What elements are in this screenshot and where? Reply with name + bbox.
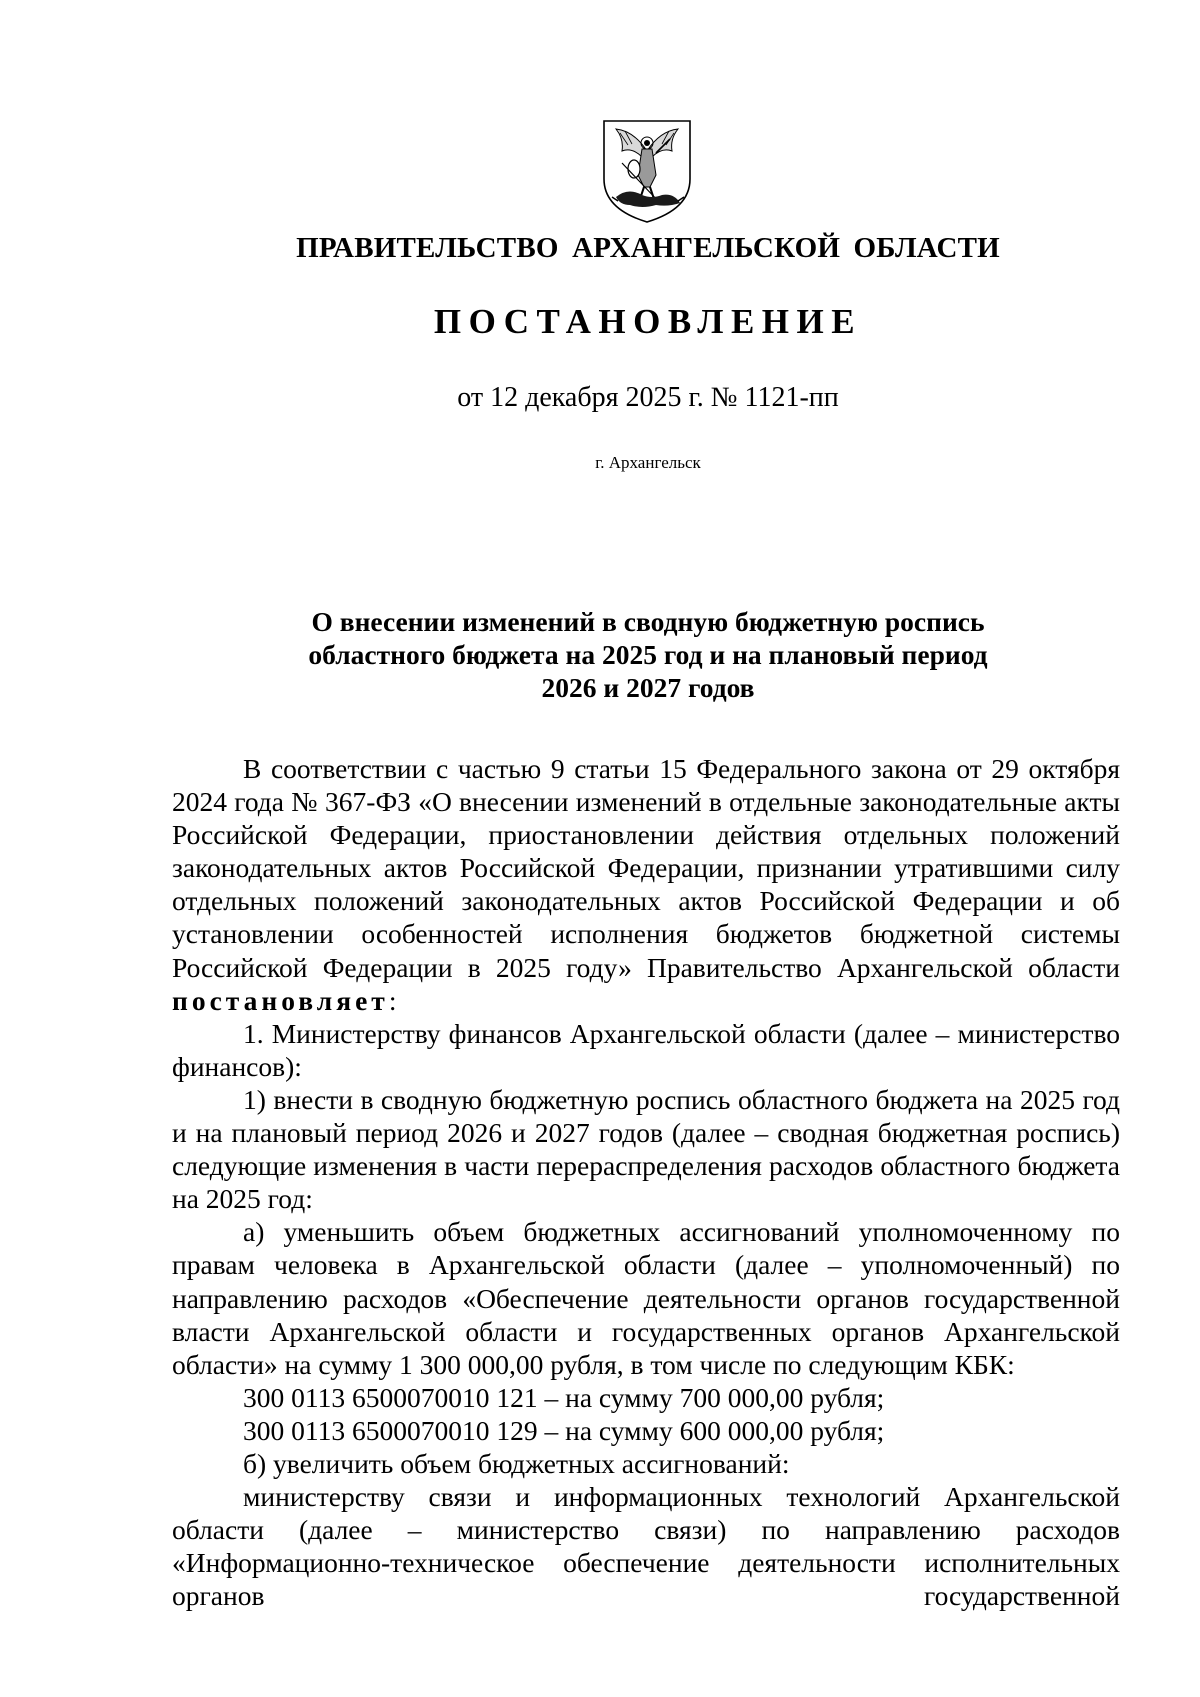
title-line: 2026 и 2027 годов	[541, 672, 755, 703]
date-and-number: от 12 декабря 2025 г. № 1121-пп	[457, 382, 839, 413]
city-name: г. Архангельск	[595, 453, 701, 472]
document-title	[0, 605, 1200, 704]
title-line: О внесении изменений в сводную бюджетную роспись	[311, 606, 985, 637]
arkhangelsk-coat-of-arms-icon	[598, 117, 696, 225]
preamble-text: В соответствии с частью 9 статьи 15 Федерального закона от 29 октября 2024 года № 367-ФЗ «О внесении изменений в отдельные законодательные акты Российской Федерации, приостановлении действия отдельных положений законодательных актов Российской Федерации, признании утратившими силу отдельных положений законодательных актов Российской Федерации и об установлении особенностей исполнения бюджетов бюджетной системы Российской Федерации в 2025 году» Правительство Архангельской области	[172, 753, 1120, 983]
preamble-verb: постановляет	[172, 984, 389, 1016]
preamble-end: :	[388, 984, 397, 1016]
paragraph-ministry: министерству связи и информационных технологий Архангельской области (далее – министерство связи) по направлению расходов «Информационно-техническое обеспечение деятельности исполнительных органов государственной	[172, 1481, 1120, 1612]
paragraph-item-b: б) увеличить объем бюджетных ассигнований:	[243, 1447, 790, 1479]
paragraph-item-1: 1. Министерству финансов Архангельской области (далее – министерство финансов):	[172, 1017, 1120, 1082]
document-type: ПОСТАНОВЛЕНИЕ	[433, 302, 863, 341]
document-body	[172, 752, 1120, 1612]
paragraph-item-1-1: 1) внести в сводную бюджетную роспись областного бюджета на 2025 год и на плановый период 2026 и 2027 годов (далее – сводная бюджетная роспись) следующие изменения в части перераспределения расходов областного бюджета на 2025 год:	[172, 1083, 1120, 1215]
kbk-line: 300 0113 6500070010 121 – на сумму 700 000,00 рубля;	[243, 1381, 885, 1413]
preamble-paragraph	[172, 752, 1120, 1017]
paragraph-item-a: а) уменьшить объем бюджетных ассигнований уполномоченному по правам человека в Архангельской области (далее – уполномоченный) по направлению расходов «Обеспечение деятельности органов государственной власти Архангельской области и государственных органов Архангельской области» на сумму 1 300 000,00 рубля, в том числе по следующим КБК:	[172, 1216, 1120, 1380]
organization-name: ПРАВИТЕЛЬСТВО АРХАНГЕЛЬСКОЙ ОБЛАСТИ	[296, 232, 1000, 264]
title-line: областного бюджета на 2025 год и на плановый период	[308, 639, 988, 670]
kbk-line: 300 0113 6500070010 129 – на сумму 600 000,00 рубля;	[243, 1414, 885, 1446]
